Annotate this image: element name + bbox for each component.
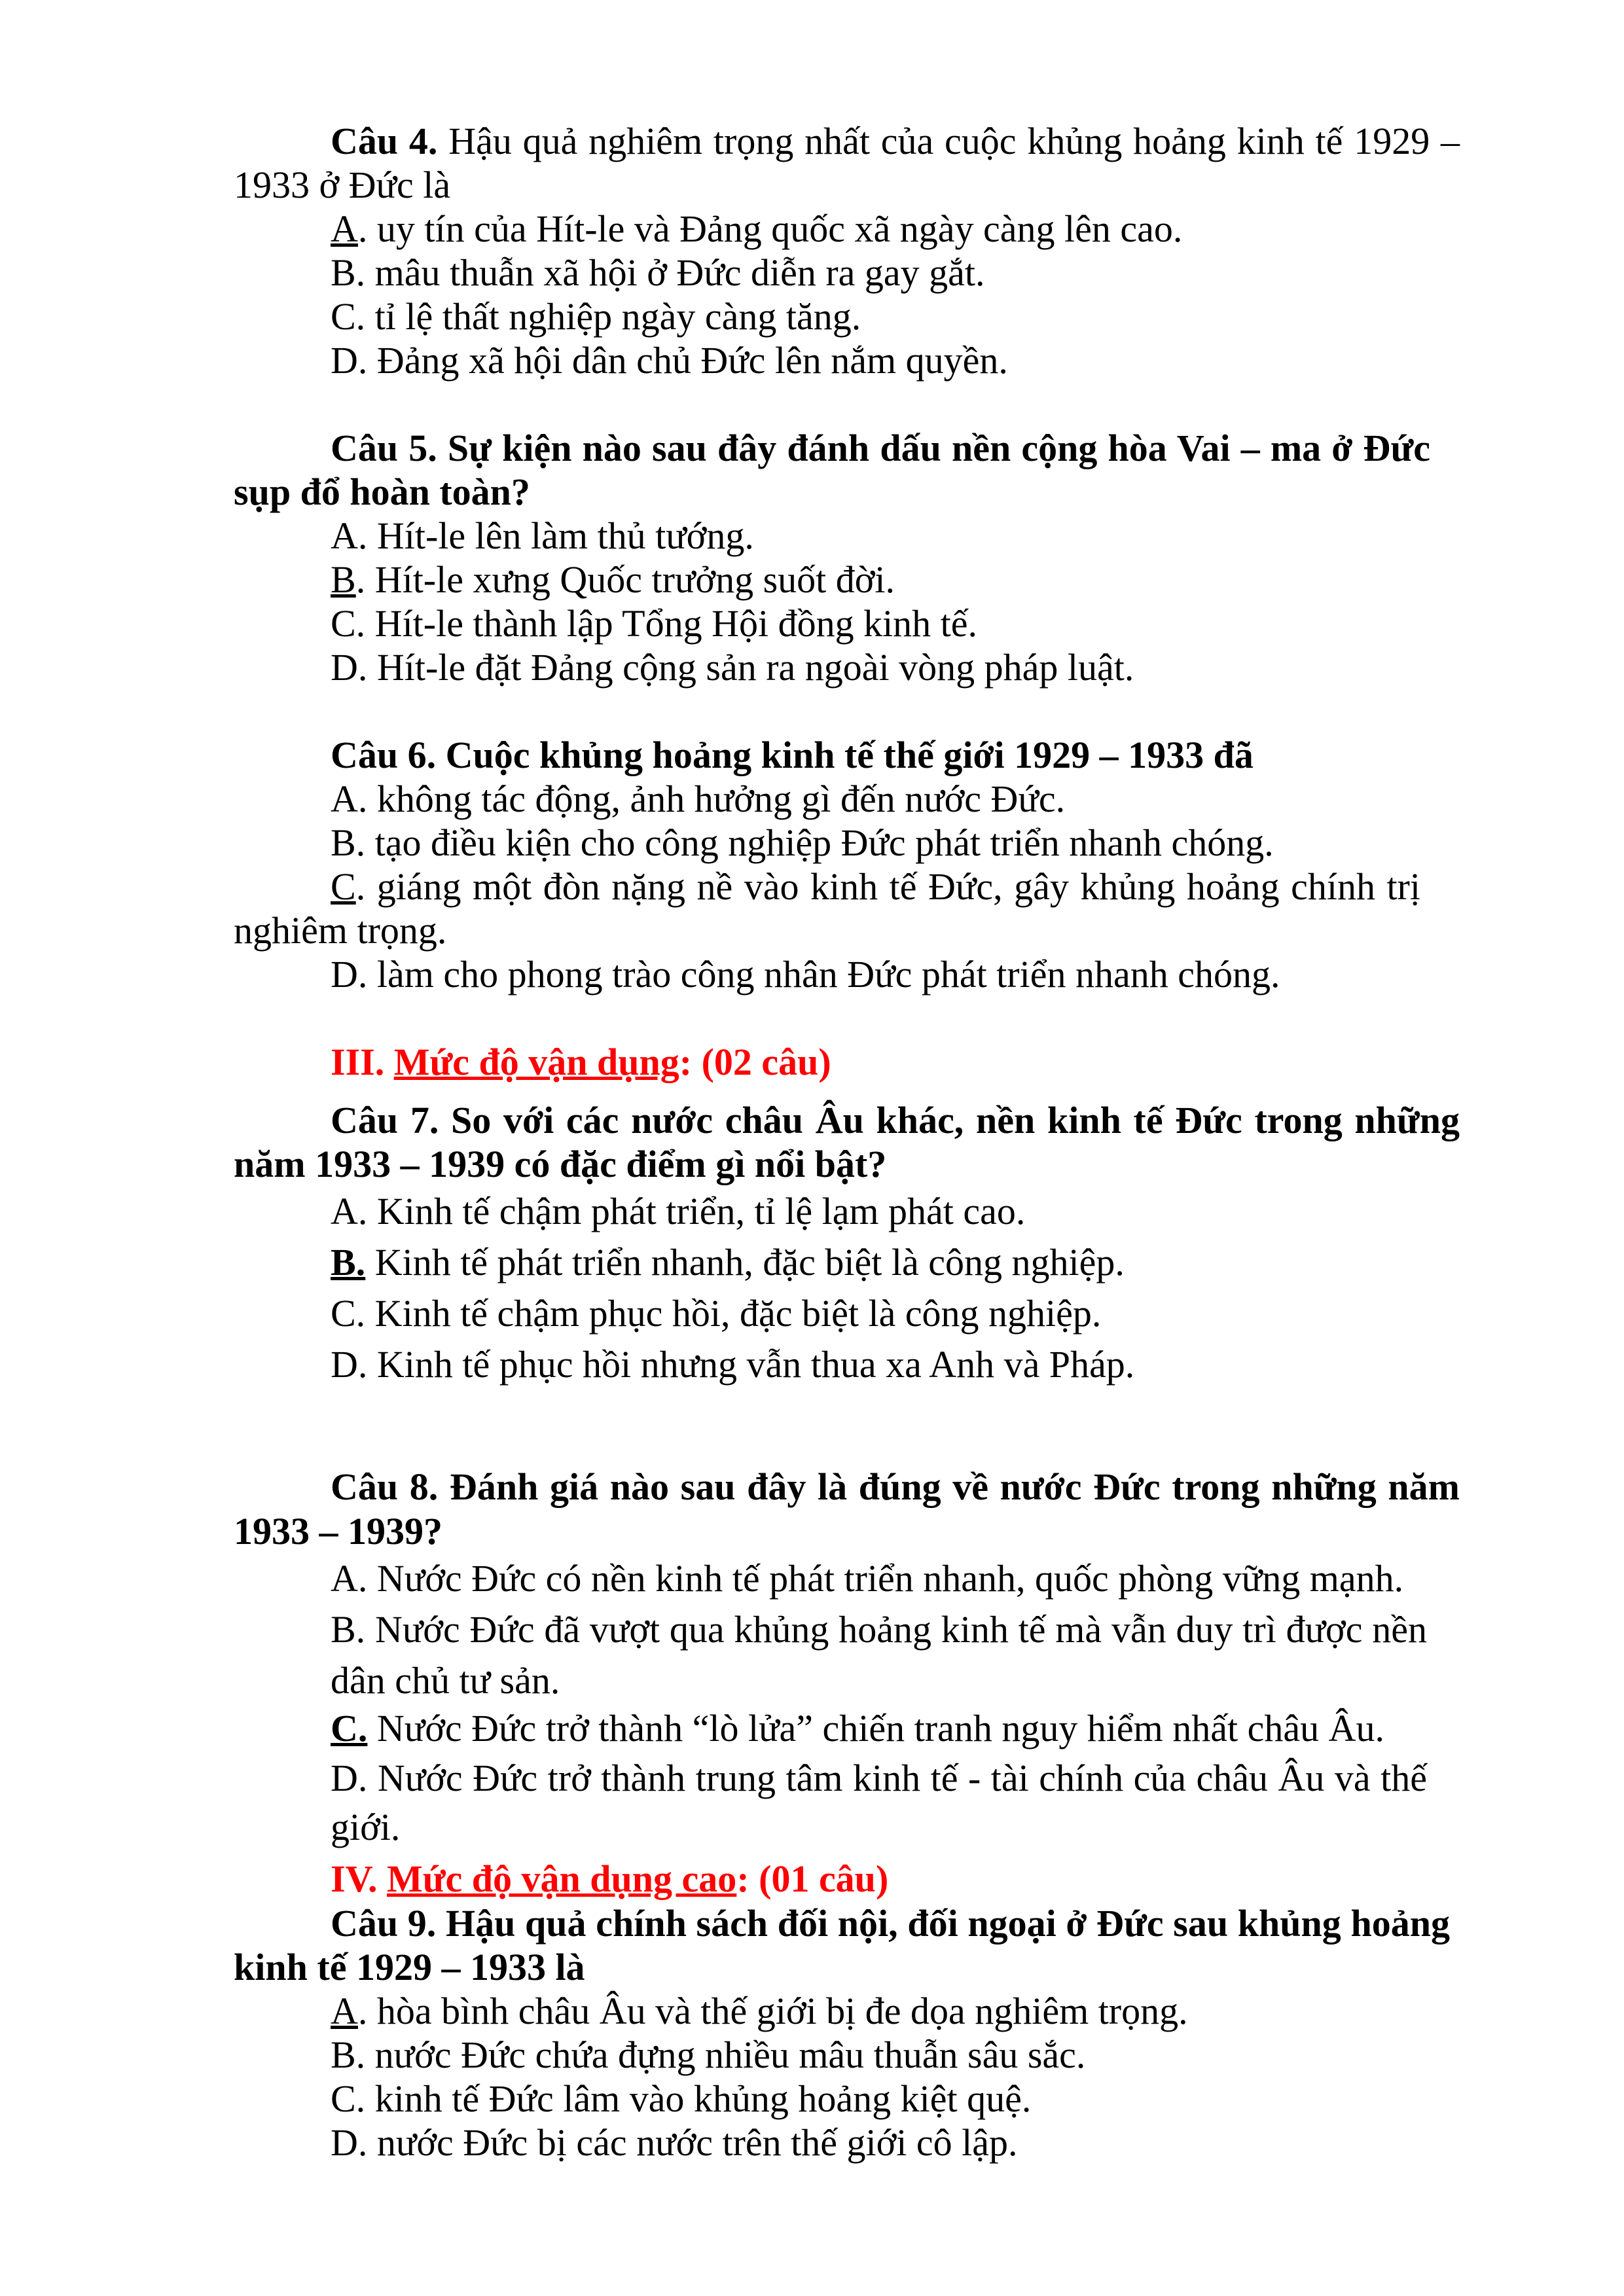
q7-option-b-key: B. <box>331 1241 366 1283</box>
q5-stem-line2: sụp đổ hoàn toàn? <box>234 471 530 513</box>
q9-option-a-text: . hòa bình châu Âu và thế giới bị đe dọa nghiêm trọng. <box>357 1990 1188 2032</box>
q6-stem-line1: Câu 6. Cuộc khủng hoảng kinh tế thế giới 1929 – 1933 đã <box>331 734 1254 776</box>
q8-option-c-key: C. <box>331 1707 368 1749</box>
q6-option-c-key: C <box>331 865 356 908</box>
q4-option-b: B. mâu thuẫn xã hội ở Đức diễn ra gay gắt. <box>331 251 985 294</box>
q8-stem-line2: 1933 – 1939? <box>234 1510 442 1552</box>
q9-option-a-key: A <box>331 1990 358 2032</box>
q6-option-c <box>331 865 1420 908</box>
q8-option-b: B. Nước Đức đã vượt qua khủng hoảng kinh tế mà vẫn duy trì được nền <box>331 1608 1427 1651</box>
q7-option-b-text: Kinh tế phát triển nhanh, đặc biệt là công nghiệp. <box>365 1241 1125 1283</box>
q5-option-a: A. Hít-le lên làm thủ tướng. <box>331 514 754 557</box>
q4-label: Câu 4. <box>331 120 438 162</box>
q5-option-c: C. Hít-le thành lập Tổng Hội đồng kinh tế. <box>331 602 978 645</box>
q9-option-a <box>331 1992 1188 2030</box>
section-4-name: Mức độ vận dụng cao <box>386 1857 737 1900</box>
section-3-count: : (02 câu) <box>679 1041 831 1083</box>
q5-stem-line1: Câu 5. Sự kiện nào sau đây đánh dấu nền cộng hòa Vai – ma ở Đức <box>331 427 1430 469</box>
q8-option-a: A. Nước Đức có nền kinh tế phát triển nhanh, quốc phòng vững mạnh. <box>331 1557 1404 1600</box>
section-4-heading <box>331 1857 889 1900</box>
q5-option-b-text: . Hít-le xưng Quốc trưởng suốt đời. <box>355 558 895 601</box>
q8-option-c <box>331 1707 1385 1749</box>
q5-option-b-key: B <box>331 558 356 601</box>
q7-option-c: C. Kinh tế chậm phục hồi, đặc biệt là công nghiệp. <box>331 1292 1102 1335</box>
q4-stem-text: Hậu quả nghiêm trọng nhất của cuộc khủng hoảng kinh tế 1929 – <box>437 120 1460 162</box>
q7-stem-line1: Câu 7. So với các nước châu Âu khác, nền kinh tế Đức trong những <box>331 1099 1460 1141</box>
q8-option-c-text: Nước Đức trở thành “lò lửa” chiến tranh nguy hiểm nhất châu Âu. <box>367 1707 1385 1749</box>
q8-option-d: D. Nước Đức trở thành trung tâm kinh tế - tài chính của châu Âu và thế <box>331 1757 1427 1799</box>
q5-option-d: D. Hít-le đặt Đảng cộng sản ra ngoài vòng pháp luật. <box>331 646 1134 689</box>
q9-stem-line2: kinh tế 1929 – 1933 là <box>234 1946 585 1988</box>
section-4-number: IV. <box>331 1857 387 1900</box>
q4-option-c: C. tỉ lệ thất nghiệp ngày càng tăng. <box>331 295 861 338</box>
q6-option-c-line2: nghiêm trọng. <box>234 909 447 952</box>
q7-option-b <box>331 1241 1125 1283</box>
q7-option-d: D. Kinh tế phục hồi nhưng vẫn thua xa Anh và Pháp. <box>331 1343 1135 1386</box>
q8-option-b-line2: dân chủ tư sản. <box>331 1659 560 1702</box>
q4-stem-line1 <box>331 122 1460 160</box>
section-3-name: Mức độ vận dụng <box>393 1041 679 1083</box>
section-3-number: III. <box>331 1041 394 1083</box>
q4-option-a-text: . uy tín của Hít-le và Đảng quốc xã ngày càng lên cao. <box>357 207 1183 250</box>
q4-stem-line2: 1933 ở Đức là <box>234 164 451 206</box>
q4-option-a-key: A <box>331 207 358 250</box>
q4-option-a <box>331 207 1183 250</box>
q8-option-d-line2: giới. <box>331 1806 401 1848</box>
section-3-heading <box>331 1043 831 1081</box>
q7-option-a: A. Kinh tế chậm phát triển, tỉ lệ lạm phát cao. <box>331 1190 1026 1232</box>
q6-option-b: B. tạo điều kiện cho công nghiệp Đức phát triển nhanh chóng. <box>331 821 1274 864</box>
q4-option-d: D. Đảng xã hội dân chủ Đức lên nắm quyền. <box>331 339 1008 382</box>
q8-stem-line1: Câu 8. Đánh giá nào sau đây là đúng về nước Đức trong những năm <box>331 1465 1460 1508</box>
q9-option-b: B. nước Đức chứa đựng nhiều mâu thuẫn sâu sắc. <box>331 2034 1086 2076</box>
q7-stem-line2: năm 1933 – 1939 có đặc điểm gì nổi bật? <box>234 1143 887 1185</box>
q6-option-a: A. không tác động, ảnh hưởng gì đến nước Đức. <box>331 778 1066 820</box>
section-4-count: : (01 câu) <box>736 1857 889 1900</box>
q9-option-c: C. kinh tế Đức lâm vào khủng hoảng kiệt quệ. <box>331 2077 1032 2120</box>
q6-option-d: D. làm cho phong trào công nhân Đức phát triển nhanh chóng. <box>331 953 1280 996</box>
q5-option-b <box>331 558 895 601</box>
q9-stem-line1: Câu 9. Hậu quả chính sách đối nội, đối ngoại ở Đức sau khủng hoảng <box>331 1902 1450 1945</box>
q6-option-c-text: . giáng một đòn nặng nề vào kinh tế Đức, gây khủng hoảng chính trị <box>355 865 1420 908</box>
q9-option-d: D. nước Đức bị các nước trên thế giới cô lập. <box>331 2121 1018 2164</box>
